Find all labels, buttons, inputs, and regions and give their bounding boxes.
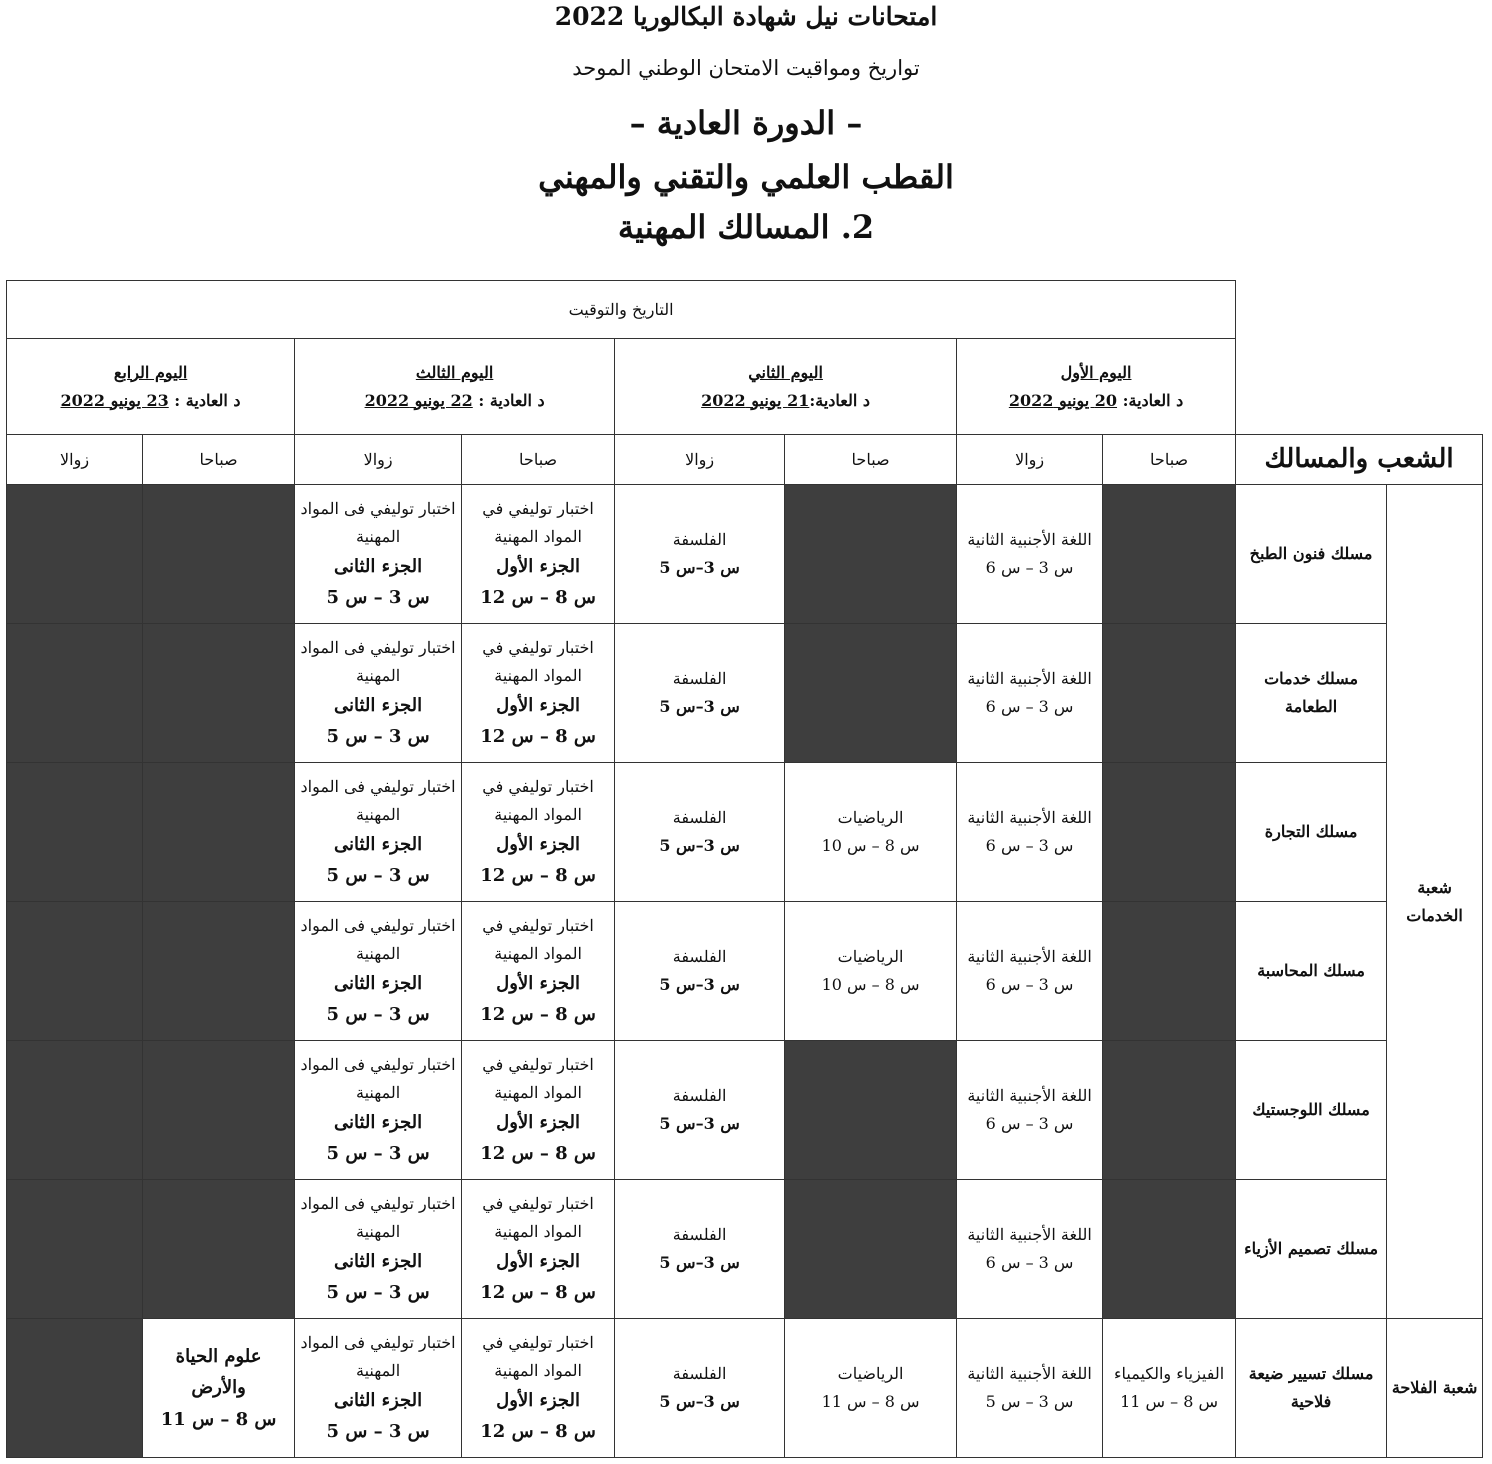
exam-cell <box>615 1319 785 1458</box>
exam-cell <box>615 763 785 902</box>
exam-time: س 3–س 5 <box>659 836 740 855</box>
exam-time: س 8 – س 10 <box>821 975 920 994</box>
exam-cell <box>615 902 785 1041</box>
exam-cell <box>785 1319 957 1458</box>
exam-part: الجزء الأول <box>496 972 580 994</box>
empty-slot <box>7 1180 143 1319</box>
exam-part: الجزء الثانى <box>333 1111 423 1133</box>
exam-time: س 3 – س 5 <box>326 865 430 886</box>
exam-cell <box>295 902 462 1041</box>
exam-time: س 3 – س 5 <box>326 1282 430 1303</box>
day-name: اليوم الثاني <box>748 362 823 382</box>
exam-time: س 3 – س 6 <box>985 1253 1074 1272</box>
exam-subject: اللغة الأجنبية الثانية <box>967 669 1092 688</box>
track-name: مسلك التجارة <box>1236 763 1387 902</box>
document-title: امتحانات نيل شهادة البكالوريا 2022 <box>554 2 938 31</box>
date-prefix: د العادية : <box>168 390 241 410</box>
period-afternoon: زوالا <box>295 435 462 485</box>
empty-slot <box>7 902 143 1041</box>
track-name: مسلك تسيير ضيعة فلاحية <box>1236 1319 1387 1458</box>
period-afternoon: زوالا <box>7 435 143 485</box>
exam-subject: اللغة الأجنبية الثانية <box>967 530 1092 549</box>
track-name: مسلك اللوجستيك <box>1236 1041 1387 1180</box>
exam-cell <box>957 1180 1103 1319</box>
exam-schedule-table <box>6 280 1483 1458</box>
exam-time: س 3 – س 6 <box>985 1114 1074 1133</box>
exam-cell <box>462 624 615 763</box>
exam-subject: اللغة الأجنبية الثانية <box>967 1225 1092 1244</box>
empty-slot <box>143 1041 295 1180</box>
exam-time: س 3 – س 5 <box>326 1004 430 1025</box>
exam-time: س 8 – س 12 <box>480 1282 596 1303</box>
empty-slot <box>143 902 295 1041</box>
period-afternoon: زوالا <box>615 435 785 485</box>
empty-slot <box>7 1041 143 1180</box>
exam-time: س 3–س 5 <box>659 1392 740 1411</box>
table-row <box>7 1041 1483 1180</box>
track-name: مسلك المحاسبة <box>1236 902 1387 1041</box>
day-header <box>615 339 957 435</box>
empty-slot <box>143 624 295 763</box>
exam-cell <box>295 485 462 624</box>
exam-cell <box>462 485 615 624</box>
document-subtitle: تواريخ ومواقيت الامتحان الوطني الموحد <box>572 56 920 80</box>
exam-time: س 3 – س 6 <box>985 697 1074 716</box>
exam-cell <box>462 1319 615 1458</box>
exam-subject: اختبار توليفي فى المواد المهنية <box>300 915 456 963</box>
exam-cell <box>615 1041 785 1180</box>
exam-cell <box>462 902 615 1041</box>
exam-part: الجزء الأول <box>496 833 580 855</box>
exam-subject: اللغة الأجنبية الثانية <box>967 947 1092 966</box>
exam-time: س 8 – س 11 <box>1120 1392 1219 1411</box>
pole-heading: القطب العلمي والتقني والمهني <box>538 158 954 196</box>
exam-subject: الفلسفة <box>672 1225 727 1244</box>
empty-slot <box>7 763 143 902</box>
table-row <box>7 763 1483 902</box>
exam-cell <box>1103 1319 1236 1458</box>
exam-subject: علوم الحياة والأرض <box>175 1345 262 1399</box>
exam-cell <box>295 1041 462 1180</box>
exam-subject: اختبار توليفي فى المواد المهنية <box>300 776 456 824</box>
exam-time: س 3 – س 6 <box>985 558 1074 577</box>
exam-subject: اختبار توليفي فى المواد المهنية <box>300 1193 456 1241</box>
exam-part: الجزء الثانى <box>333 833 423 855</box>
period-row <box>7 435 1483 485</box>
empty-slot <box>143 1180 295 1319</box>
exam-time: س 3 – س 5 <box>985 1392 1074 1411</box>
empty-slot <box>7 1319 143 1458</box>
exam-subject: اختبار توليفي فى المواد المهنية <box>300 1332 456 1380</box>
exam-part: الجزء الأول <box>496 1250 580 1272</box>
branch-services: شعبة الخدمات <box>1387 485 1483 1319</box>
empty-slot <box>7 624 143 763</box>
exam-cell <box>295 1319 462 1458</box>
exam-part: الجزء الأول <box>496 1111 580 1133</box>
exam-subject: اختبار توليفي فى المواد المهنية <box>300 498 456 546</box>
empty-slot <box>785 1180 957 1319</box>
table-row <box>7 902 1483 1041</box>
section-heading: 2. المسالك المهنية <box>617 208 875 246</box>
exam-part: الجزء الأول <box>496 1389 580 1411</box>
exam-cell <box>462 763 615 902</box>
track-name: مسلك فنون الطبخ <box>1236 485 1387 624</box>
exam-subject: الفيزياء والكيمياء <box>1113 1364 1225 1383</box>
exam-cell <box>957 902 1103 1041</box>
table-row <box>7 1180 1483 1319</box>
exam-cell <box>957 1319 1103 1458</box>
datetime-header: التاريخ والتوقيت <box>7 281 1236 339</box>
exam-subject: اللغة الأجنبية الثانية <box>967 1086 1092 1105</box>
exam-time: س 8 – س 10 <box>821 836 920 855</box>
exam-cell <box>785 902 957 1041</box>
exam-time: س 3–س 5 <box>659 558 740 577</box>
exam-time: س 3–س 5 <box>659 1253 740 1272</box>
exam-subject: اختبار توليفي في المواد المهنية <box>482 1332 594 1380</box>
exam-part: الجزء الثانى <box>333 1250 423 1272</box>
period-morning: صباحا <box>143 435 295 485</box>
exam-time: س 3 – س 5 <box>326 726 430 747</box>
exam-cell <box>143 1319 295 1458</box>
exam-cell <box>957 624 1103 763</box>
empty-slot <box>1103 1041 1236 1180</box>
period-afternoon: زوالا <box>957 435 1103 485</box>
period-morning: صباحا <box>1103 435 1236 485</box>
exam-part: الجزء الأول <box>496 694 580 716</box>
empty-slot <box>143 763 295 902</box>
exam-time: س 8 – س 12 <box>480 865 596 886</box>
track-name: مسلك تصميم الأزياء <box>1236 1180 1387 1319</box>
empty-slot <box>785 624 957 763</box>
exam-subject: اختبار توليفي في المواد المهنية <box>482 1193 594 1241</box>
table-row <box>7 624 1483 763</box>
table-corner <box>1236 339 1483 435</box>
exam-subject: اختبار توليفي في المواد المهنية <box>482 776 594 824</box>
exam-time: س 8 – س 12 <box>480 587 596 608</box>
exam-subject: الرياضيات <box>837 808 904 827</box>
empty-slot <box>1103 763 1236 902</box>
day-date: 23 يونيو 2022 <box>60 390 169 410</box>
empty-slot <box>785 1041 957 1180</box>
exam-time: س 8 – س 12 <box>480 1421 596 1442</box>
date-prefix: د العادية : <box>472 390 545 410</box>
exam-time: س 3–س 5 <box>659 697 740 716</box>
exam-subject: اختبار توليفي في المواد المهنية <box>482 915 594 963</box>
exam-subject: اختبار توليفي في المواد المهنية <box>482 637 594 685</box>
exam-subject: الفلسفة <box>672 1364 727 1383</box>
session-heading: – الدورة العادية – <box>629 104 863 142</box>
day-date: 20 يونيو 2022 <box>1008 390 1118 410</box>
empty-slot <box>7 485 143 624</box>
exam-cell <box>295 624 462 763</box>
exam-part: الجزء الثانى <box>333 555 423 577</box>
exam-cell <box>462 1180 615 1319</box>
exam-cell <box>957 763 1103 902</box>
empty-slot <box>1103 902 1236 1041</box>
exam-time: س 3 – س 5 <box>326 1421 430 1442</box>
exam-subject: اختبار توليفي في المواد المهنية <box>482 498 594 546</box>
exam-time: س 8 – س 12 <box>480 1004 596 1025</box>
period-morning: صباحا <box>462 435 615 485</box>
empty-slot <box>785 485 957 624</box>
exam-subject: اختبار توليفي في المواد المهنية <box>482 1054 594 1102</box>
table-corner <box>1236 281 1483 339</box>
day-header <box>7 339 295 435</box>
exam-time: س 8 – س 12 <box>480 1143 596 1164</box>
exam-part: الجزء الثانى <box>333 694 423 716</box>
day-date: 22 يونيو 2022 <box>364 390 473 410</box>
exam-subject: اختبار توليفي فى المواد المهنية <box>300 637 456 685</box>
exam-time: س 3 – س 5 <box>326 1143 430 1164</box>
exam-cell <box>615 1180 785 1319</box>
exam-subject: اللغة الأجنبية الثانية <box>967 808 1092 827</box>
exam-subject: الرياضيات <box>837 947 904 966</box>
exam-cell <box>615 624 785 763</box>
day-name: اليوم الرابع <box>113 362 188 382</box>
exam-time: س 3 – س 6 <box>985 836 1074 855</box>
days-row <box>7 339 1483 435</box>
day-date: 21 يونيو 2022 <box>701 390 810 410</box>
day-name: اليوم الأول <box>1060 362 1132 382</box>
exam-time: س 3 – س 5 <box>326 587 430 608</box>
exam-cell <box>462 1041 615 1180</box>
exam-subject: الفلسفة <box>672 947 727 966</box>
empty-slot <box>143 485 295 624</box>
exam-subject: الفلسفة <box>672 530 727 549</box>
exam-part: الجزء الثانى <box>333 1389 423 1411</box>
exam-part: الجزء الأول <box>496 555 580 577</box>
exam-cell <box>957 485 1103 624</box>
branches-header: الشعب والمسالك <box>1236 435 1483 485</box>
period-morning: صباحا <box>785 435 957 485</box>
exam-cell <box>295 763 462 902</box>
empty-slot <box>1103 624 1236 763</box>
empty-slot <box>1103 1180 1236 1319</box>
exam-subject: اللغة الأجنبية الثانية <box>967 1364 1092 1383</box>
exam-time: س 3 – س 6 <box>985 975 1074 994</box>
day-name: اليوم الثالث <box>415 362 494 382</box>
track-name: مسلك خدمات الطعامة <box>1236 624 1387 763</box>
exam-part: الجزء الثانى <box>333 972 423 994</box>
exam-cell <box>957 1041 1103 1180</box>
day-header <box>957 339 1236 435</box>
exam-time: س 8 – س 11 <box>821 1392 920 1411</box>
table-row <box>7 1319 1483 1458</box>
date-prefix: د العادية: <box>809 390 871 410</box>
exam-cell <box>615 485 785 624</box>
exam-cell <box>785 763 957 902</box>
day-header <box>295 339 615 435</box>
exam-subject: الرياضيات <box>837 1364 904 1383</box>
table-row <box>7 485 1483 624</box>
branch-agriculture: شعبة الفلاحة <box>1387 1319 1483 1458</box>
exam-cell <box>295 1180 462 1319</box>
exam-subject: الفلسفة <box>672 669 727 688</box>
exam-subject: اختبار توليفي فى المواد المهنية <box>300 1054 456 1102</box>
exam-time: س 8 – س 11 <box>160 1408 277 1430</box>
exam-time: س 3–س 5 <box>659 975 740 994</box>
exam-time: س 8 – س 12 <box>480 726 596 747</box>
exam-time: س 3–س 5 <box>659 1114 740 1133</box>
exam-subject: الفلسفة <box>672 808 727 827</box>
date-prefix: د العادية: <box>1117 390 1184 410</box>
empty-slot <box>1103 485 1236 624</box>
exam-subject: الفلسفة <box>672 1086 727 1105</box>
